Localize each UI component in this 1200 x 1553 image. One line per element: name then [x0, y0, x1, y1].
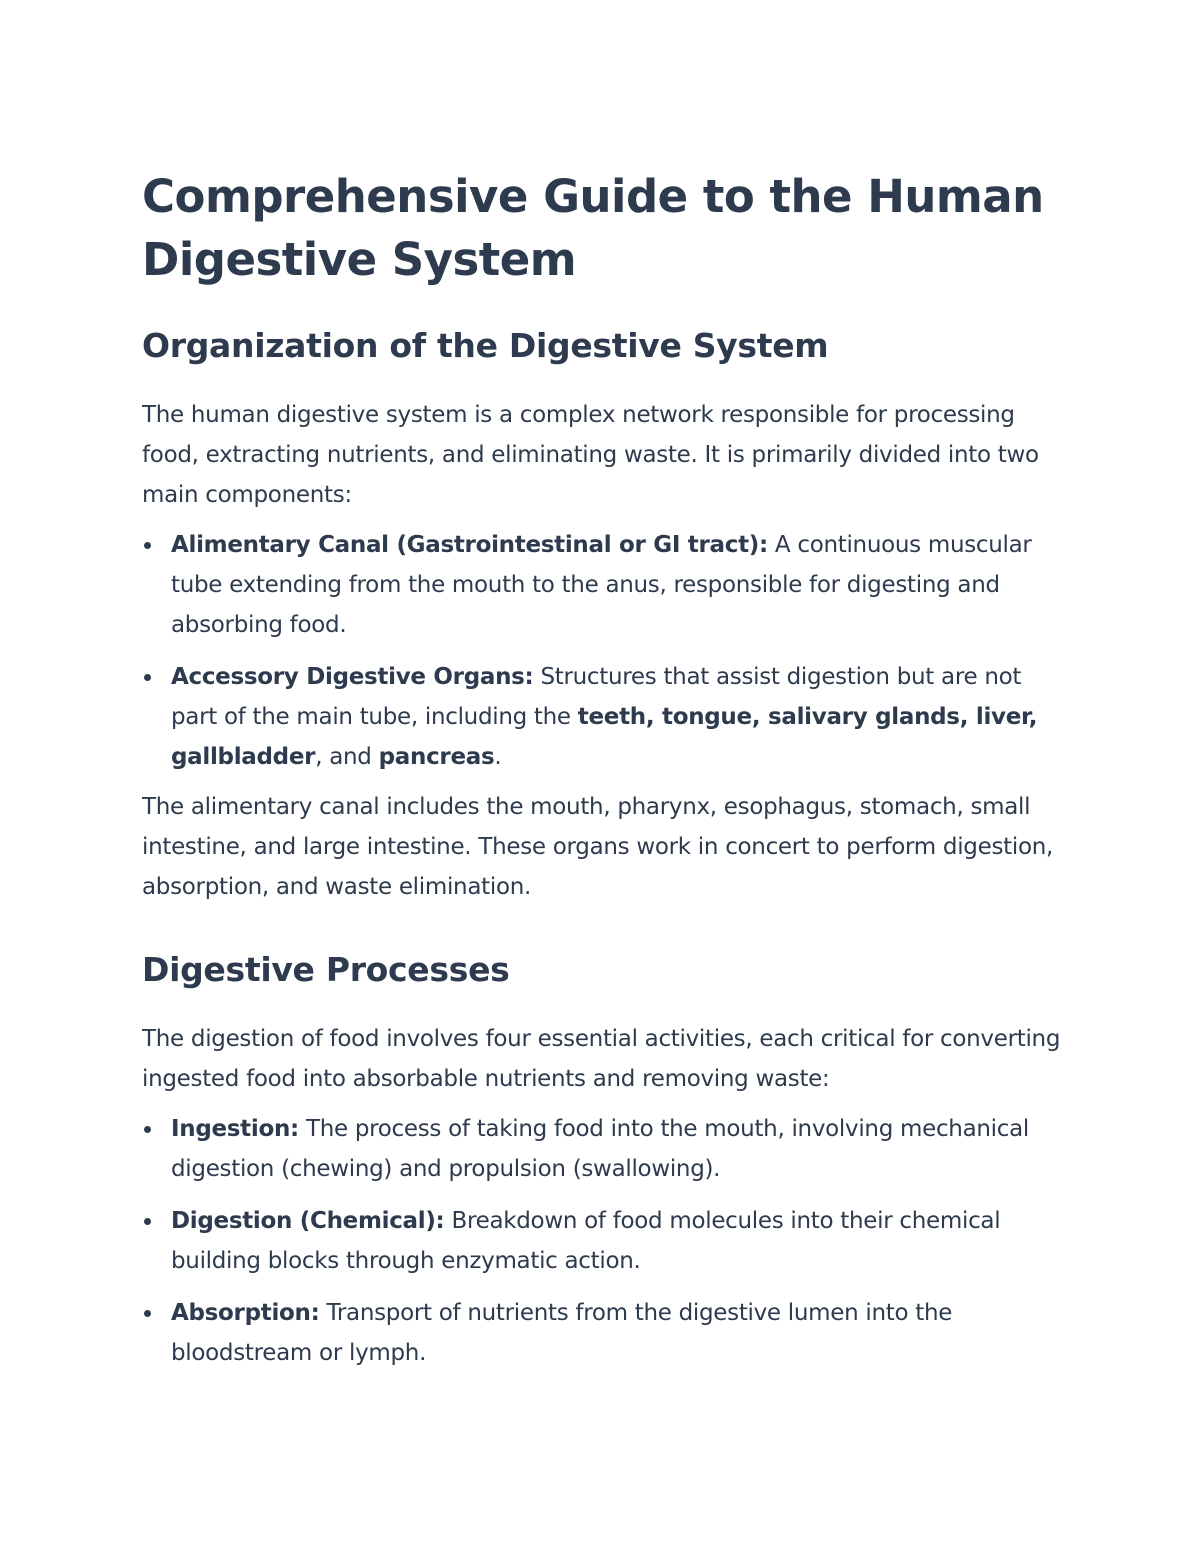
list-item: [142, 525, 1062, 645]
document-page: [142, 165, 1062, 1383]
item-text: Structures that assist digestion but are not part of the main tube, including the: [171, 664, 1022, 730]
item-term: Digestion (Chemical):: [171, 1208, 445, 1234]
section-heading-processes: Digestive Processes: [142, 950, 510, 989]
bullet-icon: [144, 674, 151, 681]
organ-separator: ,: [751, 704, 768, 730]
organ-name: salivary glands: [767, 704, 960, 730]
item-term: Absorption:: [171, 1300, 320, 1326]
item-text: Breakdown of food molecules into their chemical building blocks through enzymatic action.: [171, 1208, 1001, 1274]
list-item: [142, 657, 1062, 777]
organ-conjunction: , and: [315, 744, 379, 770]
section-outro-organization: The alimentary canal includes the mouth, pharynx, esophagus, stomach, small intestine, and large intestine. These organs work in concert to perform digestion, absorption, and waste elimination.: [142, 794, 1054, 900]
item-term: Alimentary Canal (Gastrointestinal or GI tract):: [171, 532, 768, 558]
organ-name: tongue: [662, 704, 752, 730]
item-text: A continuous muscular tube extending from the mouth to the anus, responsible for digesting and absorbing food.: [171, 532, 1032, 638]
organ-separator: ,: [645, 704, 662, 730]
item-text: Transport of nutrients from the digestive lumen into the bloodstream or lymph.: [171, 1300, 953, 1366]
section-intro-processes: The digestion of food involves four essential activities, each critical for converting ingested food into absorbable nutrients and removing waste:: [142, 1026, 1061, 1092]
item-term: Accessory Digestive Organs:: [171, 664, 534, 690]
item-end: .: [494, 744, 502, 770]
document-title: Comprehensive Guide to the Human Digestive System: [142, 170, 1044, 286]
item-text: The process of taking food into the mouth, involving mechanical digestion (chewing) and propulsion (swallowing).: [171, 1116, 1029, 1182]
list-item: [142, 1293, 1062, 1373]
organ-name: pancreas: [378, 744, 495, 770]
components-list: [142, 525, 1062, 777]
section-intro-organization: The human digestive system is a complex network responsible for processing food, extracting nutrients, and eliminating waste. It is primarily divided into two main components:: [142, 402, 1039, 508]
bullet-icon: [144, 1126, 151, 1133]
bullet-icon: [144, 1218, 151, 1225]
list-item: [142, 1201, 1062, 1281]
bullet-icon: [144, 542, 151, 549]
section-heading-organization: Organization of the Digestive System: [142, 326, 829, 365]
list-item: [142, 1109, 1062, 1189]
organ-name: liver: [975, 704, 1029, 730]
processes-list: [142, 1109, 1062, 1373]
organ-name: gallbladder: [171, 744, 316, 770]
organ-name: teeth: [577, 704, 646, 730]
organ-separator: ,: [1028, 704, 1038, 730]
item-term: Ingestion:: [171, 1116, 299, 1142]
organ-separator: ,: [959, 704, 976, 730]
bullet-icon: [144, 1310, 151, 1317]
